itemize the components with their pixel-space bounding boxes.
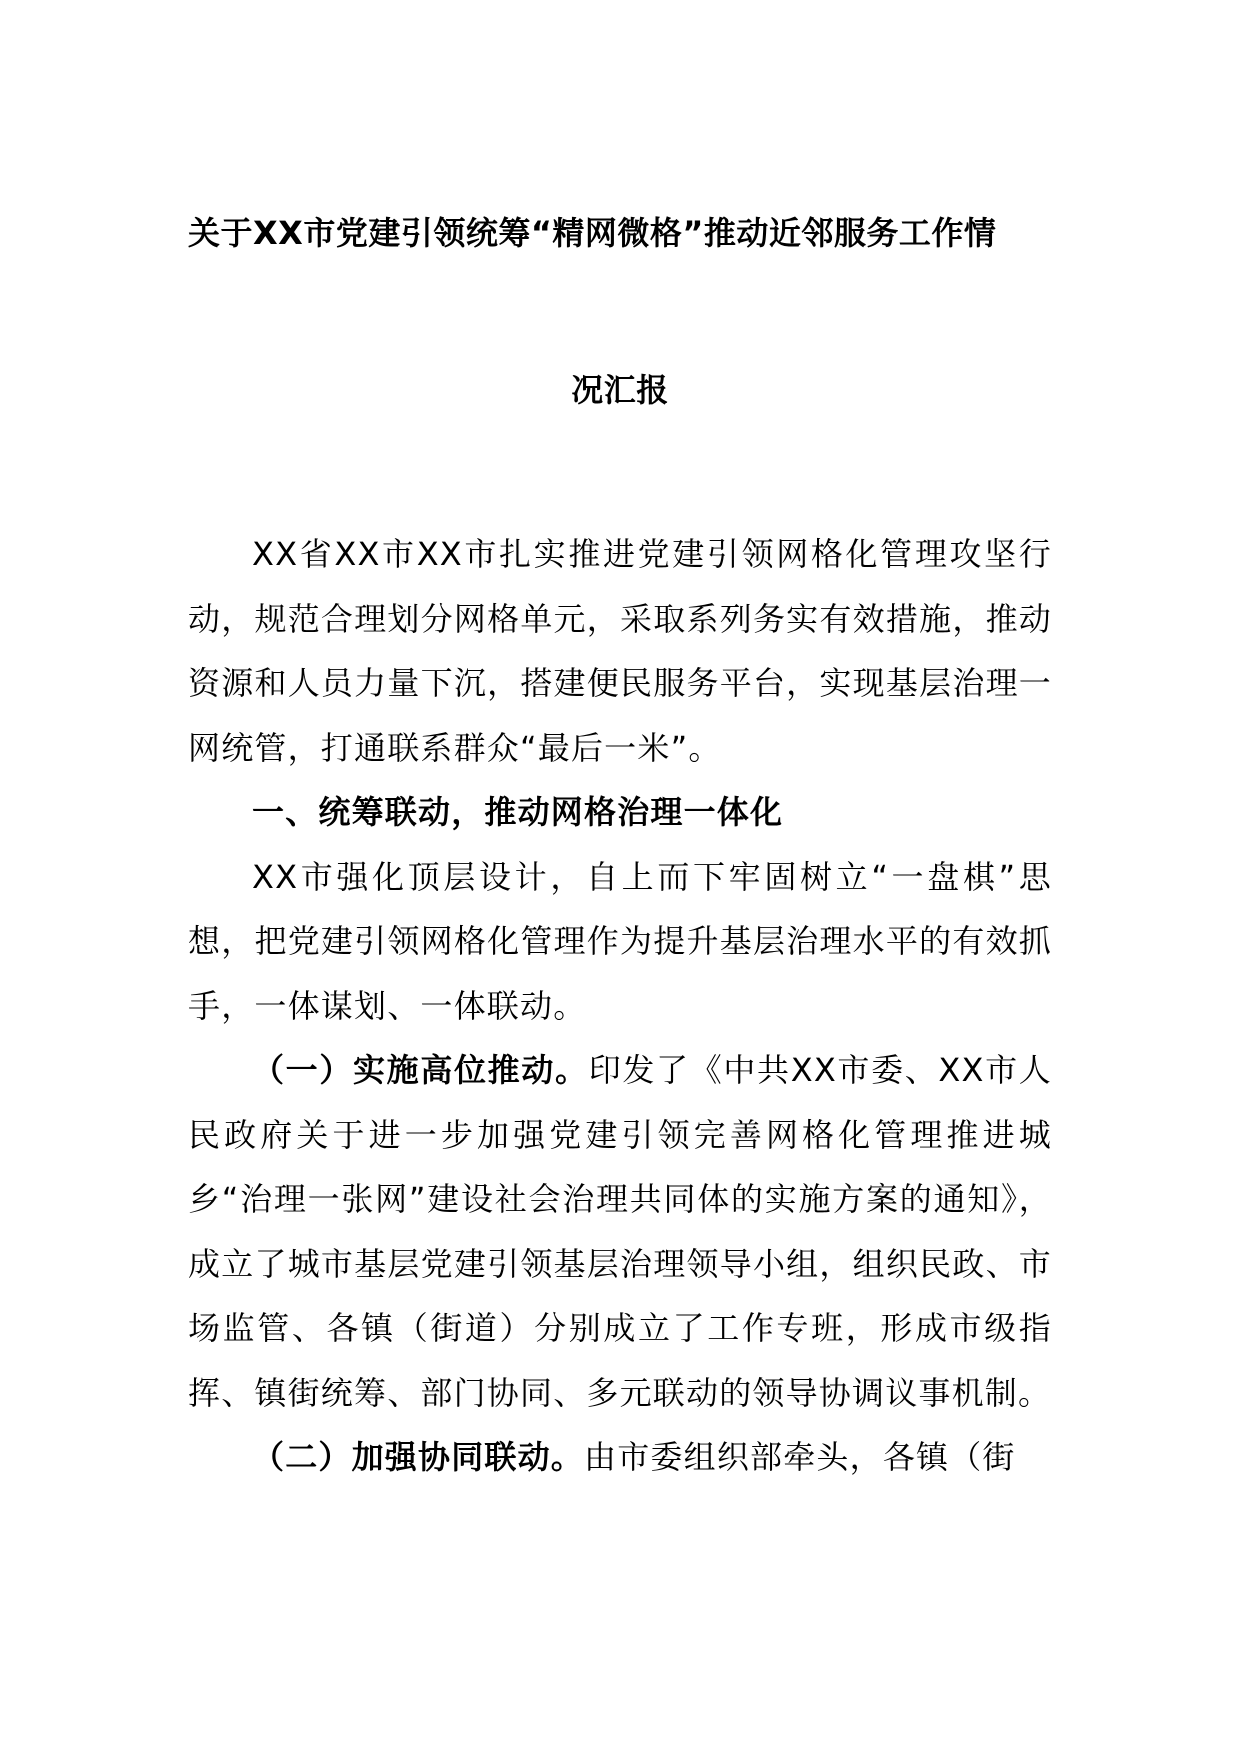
subsection-1-text: 印发了《中共XX市委、XX市人民政府关于进一步加强党建引领完善网格化管理推进城乡“治理一张网”建设社会治理共同体的实施方案的通知》，成立了城市基层党建引领基层治理领导小组，组织民政、市场监管、各镇（街道）分别成立了工作专班，形成市级指挥、镇街统筹、部门协同、多元联动的领导协调议事机制。 bbox=[188, 1051, 1052, 1412]
intro-paragraph: XX省XX市XX市扎实推进党建引领网格化管理攻坚行动，规范合理划分网格单元，采取系列务实有效措施，推动资源和人员力量下沉，搭建便民服务平台，实现基层治理一网统管，打通联系群众“最后一米”。 bbox=[188, 535, 1052, 767]
subsection-1-lead: （一）实施高位推动。 bbox=[252, 1051, 589, 1089]
subsection-2-lead: （二）加强协同联动。 bbox=[252, 1438, 585, 1476]
section-heading-1: 一、统筹联动，推动网格治理一体化 bbox=[252, 793, 784, 831]
subsection-2-paragraph bbox=[188, 1425, 1052, 1490]
document-body bbox=[188, 522, 1052, 1490]
section-1-paragraph: XX市强化顶层设计，自上而下牢固树立“一盘棋”思想，把党建引领网格化管理作为提升基层治理水平的有效抓手，一体谋划、一体联动。 bbox=[188, 857, 1052, 1025]
subsection-2-text: 由市委组织部牵头，各镇（街 bbox=[584, 1438, 1016, 1476]
document-title-line-1: 关于XX市党建引领统筹“精网微格”推动近邻服务工作情 bbox=[188, 214, 997, 252]
subsection-1-paragraph bbox=[188, 1038, 1052, 1425]
document-title-line-2: 况汇报 bbox=[571, 371, 669, 409]
